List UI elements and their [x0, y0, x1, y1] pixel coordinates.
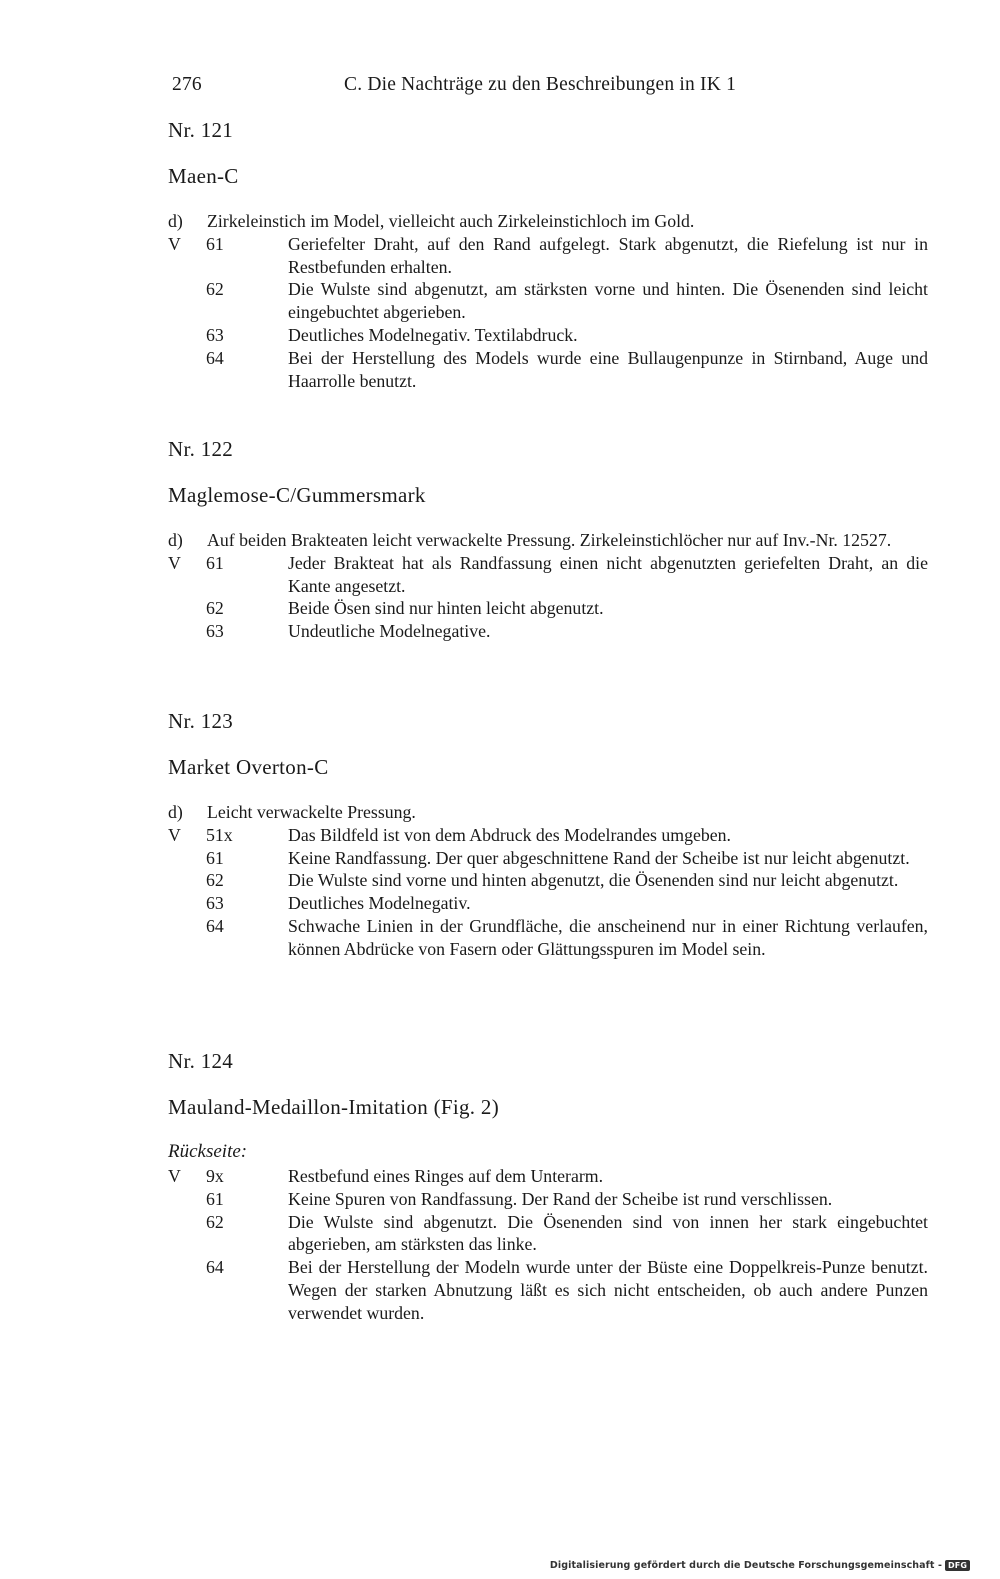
- entry-title: Market Overton-C: [168, 755, 329, 779]
- item-row: [168, 847, 928, 870]
- v-label: V: [168, 824, 181, 845]
- item-number: 63: [206, 893, 224, 914]
- item-text: Bei der Herstellung des Models wurde eine Bullaugenpunze in Stirnband, Auge und Haarrolle benutzt.: [288, 347, 928, 391]
- d-row: [168, 529, 928, 552]
- item-row: [168, 1165, 928, 1188]
- entry-body: [168, 1141, 928, 1325]
- v-label: V: [168, 552, 181, 573]
- entry-title: Maen-C: [168, 164, 239, 188]
- item-number: 62: [206, 1211, 224, 1232]
- entry-body: [168, 210, 928, 392]
- item-text: Bei der Herstellung der Modeln wurde unter der Büste eine Doppelkreis-Punze benutzt. Wegen der starken Abnutzung läßt es sich nicht entscheiden, ob auch andere Punzen verwendet wurden.: [288, 1257, 928, 1323]
- item-number: 61: [206, 233, 224, 254]
- entry-section: [168, 1049, 928, 1325]
- item-text: Die Wulste sind abgenutzt, am stärksten vorne und hinten. Die Ösenenden sind leicht eingebuchtet abgerieben.: [288, 279, 928, 323]
- item-number: 62: [206, 870, 224, 891]
- item-row: [168, 552, 928, 598]
- item-number: 9x: [206, 1166, 224, 1186]
- item-row: [168, 892, 928, 915]
- d-text: Leicht verwackelte Pressung.: [207, 802, 416, 822]
- item-text: Keine Spuren von Randfassung. Der Rand der Scheibe ist rund verschlissen.: [288, 1188, 833, 1209]
- item-number: 63: [206, 324, 224, 345]
- d-label: d): [168, 211, 183, 231]
- subheading: Rückseite:: [168, 1141, 248, 1162]
- item-text: Undeutliche Modelnegative.: [288, 621, 491, 642]
- entry-number: Nr. 122: [168, 437, 234, 461]
- item-row: [168, 824, 928, 847]
- footer-credit: Digitalisierung gefördert durch die Deutsche Forschungsgemeinschaft -: [549, 1560, 943, 1571]
- item-row: [168, 915, 928, 961]
- item-number: 64: [206, 1257, 224, 1278]
- d-label: d): [168, 530, 183, 550]
- item-number: 61: [206, 552, 224, 573]
- item-text: Deutliches Modelnegativ. Textilabdruck.: [288, 324, 578, 345]
- item-text: Schwache Linien in der Grundfläche, die anscheinend nur in einer Richtung verlaufen, können Abdrücke von Fasern oder Glättungsspuren im Model sein.: [288, 915, 928, 959]
- item-number: 61: [206, 1188, 224, 1209]
- entry-title: Maglemose-C/Gummersmark: [168, 483, 426, 507]
- item-row: [168, 1256, 928, 1324]
- d-row: [168, 801, 928, 824]
- d-row: [168, 210, 928, 233]
- d-text: Auf beiden Brakteaten leicht verwackelte Pressung. Zirkeleinstichlöcher nur auf Inv.-Nr. 12527.: [207, 530, 892, 550]
- page-header: [172, 74, 932, 102]
- item-text: Keine Randfassung. Der quer abgeschnittene Rand der Scheibe ist nur leicht abgenutzt.: [288, 847, 910, 868]
- dfg-logo: DFG: [945, 1560, 970, 1571]
- item-number: 62: [206, 279, 224, 300]
- entry-title: Mauland-Medaillon-Imitation (Fig. 2): [168, 1095, 499, 1119]
- entry-number: Nr. 123: [168, 709, 234, 733]
- item-number: 62: [206, 598, 224, 619]
- item-row: [168, 620, 928, 643]
- digitization-footer: [550, 1560, 970, 1571]
- item-row: [168, 597, 928, 620]
- entry-number: Nr. 124: [168, 1049, 234, 1073]
- item-text: Jeder Brakteat hat als Randfassung einen nicht abgenutzten geriefelten Draht, an die Kante angesetzt.: [288, 552, 928, 596]
- item-row: [168, 278, 928, 324]
- item-text: Die Wulste sind vorne und hinten abgenutzt, die Ösenenden sind nur leicht abgenutzt.: [288, 870, 899, 891]
- running-head: C. Die Nachträge zu den Beschreibungen in IK 1: [344, 74, 737, 95]
- item-row: [168, 347, 928, 393]
- entry-body: [168, 801, 928, 961]
- item-text: Restbefund eines Ringes auf dem Unterarm.: [288, 1166, 604, 1186]
- d-label: d): [168, 802, 183, 822]
- v-label: V: [168, 233, 181, 254]
- item-row: [168, 233, 928, 279]
- entry-body: [168, 529, 928, 643]
- v-label: V: [168, 1166, 181, 1186]
- item-text: Das Bildfeld ist von dem Abdruck des Modelrandes umgeben.: [288, 824, 731, 845]
- page-number: 276: [172, 74, 202, 95]
- item-number: 64: [206, 347, 224, 368]
- item-row: [168, 1188, 928, 1211]
- item-text: Deutliches Modelnegativ.: [288, 893, 471, 914]
- item-row: [168, 1211, 928, 1257]
- entry-section: [168, 437, 928, 643]
- d-text: Zirkeleinstich im Model, vielleicht auch Zirkeleinstichloch im Gold.: [207, 211, 695, 231]
- item-row: [168, 324, 928, 347]
- item-number: 61: [206, 847, 224, 868]
- item-number: 64: [206, 915, 224, 936]
- item-text: Die Wulste sind abgenutzt. Die Ösenenden sind von innen her stark eingebuchtet abgerieben, am stärksten das linke.: [288, 1211, 928, 1255]
- entry-section: [168, 118, 928, 392]
- item-number: 51x: [206, 824, 233, 845]
- item-number: 63: [206, 621, 224, 642]
- item-text: Geriefelter Draht, auf den Rand aufgelegt. Stark abgenutzt, die Riefelung ist nur in Restbefunden erhalten.: [288, 233, 928, 277]
- entry-section: [168, 709, 928, 961]
- item-text: Beide Ösen sind nur hinten leicht abgenutzt.: [288, 598, 604, 619]
- item-row: [168, 869, 928, 892]
- entry-number: Nr. 121: [168, 118, 234, 142]
